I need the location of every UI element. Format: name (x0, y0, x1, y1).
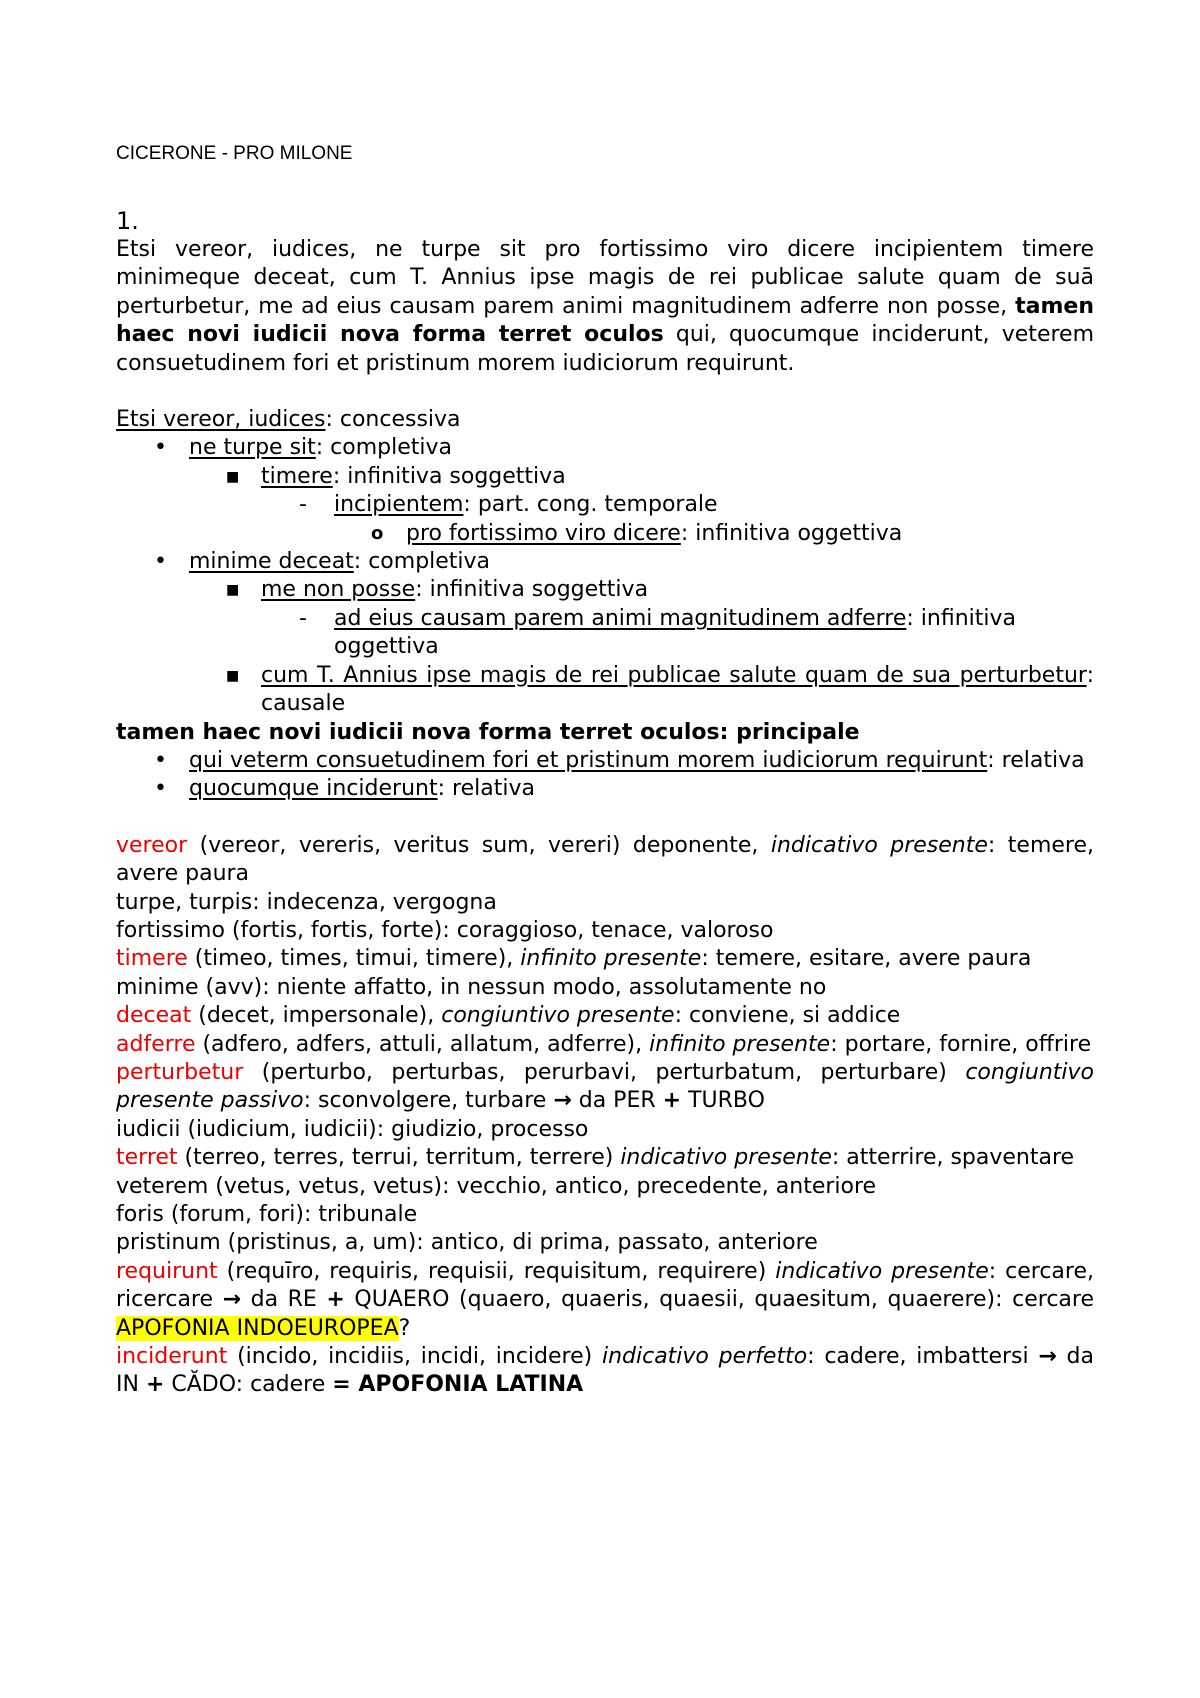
vocab-entry: pristinum (pristinus, a, um): antico, di prima, passato, anteriore (116, 1230, 818, 1256)
vocab-entry (116, 1002, 1094, 1030)
bullet-dot-icon: • (154, 435, 167, 461)
vocab-text: (incido, incidiis, incidi, incidere) (227, 1344, 602, 1370)
latin-passage (116, 236, 1094, 378)
clause-text: quocumque inciderunt (189, 776, 438, 802)
analysis-bullet (116, 520, 1094, 548)
analysis-bullet (116, 576, 1094, 604)
vocab-term: inciderunt (116, 1344, 228, 1370)
vocab-entry (116, 1059, 1094, 1116)
vocab-text: (requīro, requiris, requisii, requisitum, requirere) (217, 1258, 776, 1284)
vocab-meaning: : conviene, si addice (674, 1003, 901, 1029)
clause-text: incipientem (334, 492, 464, 518)
analysis-line (116, 406, 1094, 434)
vocab-meaning: : sconvolgere, turbare (303, 1088, 554, 1114)
vocab-entry (116, 1144, 1094, 1172)
clause-type: : part. cong. temporale (463, 492, 718, 518)
vocab-form: indicativo presente (770, 832, 988, 858)
vocab-meaning: : atterrire, spaventare (831, 1145, 1075, 1171)
vocab-entry (116, 832, 1094, 889)
vocab-term: terret (116, 1145, 178, 1171)
clause-text: minime deceat (189, 549, 354, 575)
analysis-bullet (116, 747, 1094, 775)
vocab-form: indicativo presente (620, 1145, 832, 1171)
vocab-term: perturbetur (116, 1059, 244, 1085)
vocab-form: indicativo perfetto (601, 1344, 808, 1370)
passage-part-2: qui, quocumque inciderunt, veterem consuetudinem fori et pristinum morem iudiciorum requirunt. (116, 322, 1095, 376)
vocab-entry: iudicii (iudicium, iudicii): giudizio, processo (116, 1116, 589, 1142)
analysis-bullet (116, 548, 1094, 576)
analysis-bullet (116, 491, 1094, 519)
clause-type: : infinitiva oggettiva (680, 520, 903, 546)
bullet-dot-icon: • (154, 747, 167, 773)
vocab-meaning: : temere, esitare, avere paura (701, 946, 1032, 972)
vocab-entry (116, 1258, 1094, 1343)
vocab-bold-text: APOFONIA LATINA (350, 1372, 584, 1398)
vocab-term: timere (116, 946, 188, 972)
plus-icon: + (662, 1088, 682, 1114)
clause-type: : relativa (987, 747, 1085, 773)
vocab-term: vereor (116, 832, 188, 858)
vocab-term: adferre (116, 1031, 196, 1057)
section-number: 1. (116, 207, 139, 235)
vocab-text: QUAERO (quaero, quaeris, quaesii, quaesitum, quaerere): cercare (344, 1287, 1094, 1313)
vocab-entry: minime (avv): niente affatto, in nessun modo, assolutamente no (116, 974, 827, 1000)
analysis-bullet (116, 775, 1094, 803)
vocab-text: (vereor, vereris, veritus sum, vereri) deponente, (187, 832, 771, 858)
clause-type: : completiva (353, 549, 491, 575)
bullet-dash-icon: - (299, 605, 307, 631)
vocab-meaning: : portare, fornire, offrire (830, 1031, 1092, 1057)
plus-icon: + (326, 1287, 345, 1313)
analysis-bullet (116, 605, 1094, 662)
vocab-form: indicativo presente (775, 1258, 989, 1284)
vocab-text: (adfero, adfers, attuli, allatum, adferre), (195, 1031, 650, 1057)
vocab-term: requirunt (116, 1258, 218, 1284)
arrow-right-icon: → (1038, 1344, 1057, 1370)
vocab-entry (116, 945, 1094, 973)
clause-type: : completiva (315, 435, 453, 461)
vocab-text: CĂDO: cadere (164, 1372, 333, 1398)
arrow-right-icon: → (222, 1287, 242, 1313)
analysis-bullet (116, 434, 1094, 462)
main-clause-line: tamen haec novi iudicii nova forma terret oculos: principale (116, 719, 860, 745)
highlight-text: APOFONIA INDOEUROPEA (116, 1315, 399, 1341)
bullet-square-icon: ■ (226, 667, 240, 684)
vocab-entry: foris (forum, fori): tribunale (116, 1202, 418, 1227)
vocab-text: da RE (241, 1287, 327, 1313)
vocab-text: (timeo, times, timui, timere), (187, 946, 521, 972)
vocab-text: TURBO (681, 1088, 765, 1114)
vocab-form: congiuntivo presente (441, 1003, 675, 1029)
passage-part-1: Etsi vereor, iudices, ne turpe sit pro fortissimo viro dicere incipientem timere minimeque deceat, cum T. Annius ipse magis de rei publicae salute quam de suā perturbetur, me ad eius causam parem animi magnitudinem adferre non posse, (116, 237, 1094, 319)
vocab-entry: turpe, turpis: indecenza, vergogna (116, 889, 497, 915)
analysis-bullet (116, 662, 1094, 719)
clause-text: ne turpe sit (189, 435, 316, 461)
vocab-entry (116, 1031, 1094, 1059)
bullet-dot-icon: • (154, 776, 167, 802)
clause-text: cum T. Annius ipse magis de rei publicae salute quam de sua perturbetur (261, 662, 1087, 688)
clause-text: ad eius causam parem animi magnitudinem adferre (334, 605, 907, 631)
vocab-entry: fortissimo (fortis, fortis, forte): coraggioso, tenace, valoroso (116, 917, 774, 943)
vocab-text: (decet, impersonale), (191, 1003, 442, 1029)
clause-type: : infinitiva soggettiva (332, 463, 566, 489)
vocab-entry (116, 1343, 1094, 1400)
vocab-term: deceat (116, 1003, 192, 1029)
clause-type: : infinitiva soggettiva (415, 577, 649, 603)
bullet-circle-icon: o (371, 522, 384, 544)
clause-type: : infinitiva oggettiva (334, 605, 1017, 660)
clause-text: me non posse (261, 577, 416, 603)
document-page (116, 140, 1094, 1400)
vocab-form: infinito presente (520, 946, 702, 972)
vocab-meaning: : temere, avere paura (116, 832, 1094, 887)
vocab-meaning: : cercare, ricercare (116, 1258, 1094, 1313)
clause-type: : causale (261, 662, 1094, 717)
vocab-text: ? (398, 1315, 411, 1341)
bullet-square-icon: ■ (226, 582, 240, 599)
bullet-dash-icon: - (299, 492, 307, 518)
vocab-meaning: : cadere, imbattersi (807, 1344, 1039, 1370)
vocab-entry: veterem (vetus, vetus, vetus): vecchio, antico, precedente, anteriore (116, 1173, 877, 1199)
document-title: CICERONE - PRO MILONE (116, 143, 353, 164)
bullet-dot-icon: • (154, 549, 167, 575)
vocab-form: infinito presente (649, 1031, 831, 1057)
analysis-bullet (116, 463, 1094, 491)
passage-main-clause: tamen haec novi iudicii nova forma terret oculos (116, 293, 1094, 348)
clause-text: timere (261, 463, 333, 489)
arrow-right-icon: → (553, 1088, 572, 1114)
vocab-text: (perturbo, perturbas, perurbavi, perturbatum, perturbare) (243, 1059, 966, 1085)
vocab-text: (terreo, terres, terrui, territum, terrere) (177, 1145, 621, 1171)
equals-icon: = (332, 1372, 351, 1398)
clause-type: : concessiva (325, 407, 461, 433)
plus-icon: + (145, 1372, 165, 1398)
clause-text: Etsi vereor, iudices (116, 407, 326, 433)
clause-text: pro fortissimo viro dicere (406, 520, 681, 546)
clause-type: : relativa (437, 776, 535, 802)
vocab-text: da IN (116, 1344, 1094, 1398)
vocab-text: da PER (571, 1088, 663, 1114)
bullet-square-icon: ■ (226, 468, 240, 485)
vocab-form: congiuntivo presente passivo (116, 1059, 1094, 1114)
clause-text: qui veterm consuetudinem fori et pristinum morem iudiciorum requirunt (189, 747, 988, 773)
